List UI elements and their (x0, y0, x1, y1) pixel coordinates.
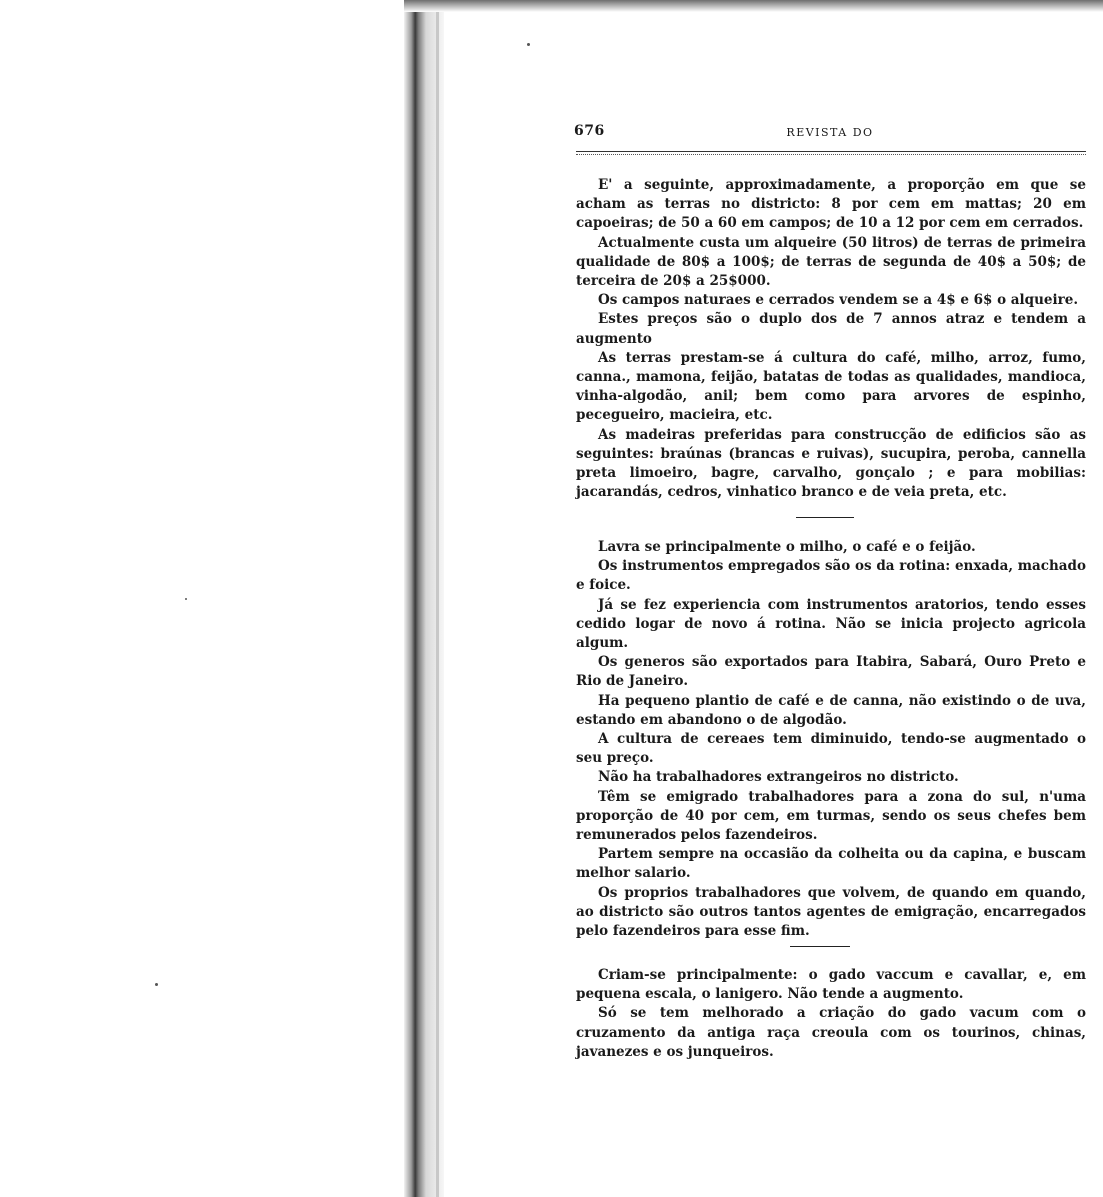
section-agriculture (576, 538, 1086, 941)
paragraph: As terras prestam-se á cultura do café, milho, arroz, fumo, canna., mamona, feijão, batatas de todas as qualidades, mandioca, vinha-algodão, anil; bem como para arvores de espinho, pecegueiro, macieira, etc. (576, 349, 1086, 424)
paragraph: Actualmente custa um alqueire (50 litros) de terras de primeira qualidade de 80$ a 100$; de terras de segunda de 40$ a 50$; de terceira de 20$ a 25$000. (576, 234, 1086, 290)
paragraph: Criam-se principalmente: o gado vaccum e cavallar, e, em pequena escala, o lanigero. Não tende a augmento. (576, 967, 1086, 1003)
paragraph: E' a seguinte, approximadamente, a proporção em que se acham as terras no districto: 8 por cem em mattas; 20 em capoeiras; de 50 a 60 em campos; de 10 a 12 por cem em cerrados. (576, 177, 1086, 232)
paragraph: Ha pequeno plantio de café e de canna, não existindo o de uva, estando em abandono o de algodão. (576, 692, 1086, 728)
scan-speck (185, 598, 187, 600)
running-head: REVISTA DO (786, 126, 874, 139)
page-header (574, 123, 1086, 149)
header-rule (576, 151, 1086, 155)
paragraph: As madeiras preferidas para construcção de edificios são as seguintes: braúnas (brancas e ruivas), sucupira, peroba, cannella preta limoeiro, bagre, carvalho, gonçalo ; e para mobilias: jacarandás, cedros, vinhatico branco e de veia preta, etc. (576, 426, 1086, 501)
paragraph: Os generos são exportados para Itabira, Sabará, Ouro Preto e Rio de Janeiro. (576, 654, 1086, 690)
page-top-edge (404, 0, 1103, 12)
gutter-line (436, 0, 439, 1197)
paragraph: A cultura de cereaes tem diminuido, tendo-se augmentado o seu preço. (576, 731, 1086, 767)
paragraph: Estes preços são o duplo dos de 7 annos atraz e tendem a augmento (576, 311, 1086, 347)
page-number: 676 (574, 123, 605, 139)
section-land (576, 176, 1086, 502)
section-livestock (576, 966, 1086, 1062)
paragraph: Lavra se principalmente o milho, o café e o feijão. (598, 539, 976, 555)
section-separator (790, 946, 850, 947)
paragraph: Têm se emigrado trabalhadores para a zona do sul, n'uma proporção de 40 por cem, em turmas, sendo os seus chefes bem remunerados pelos fazendeiros. (576, 788, 1086, 844)
paragraph: Só se tem melhorado a criação do gado vacum com o cruzamento da antiga raça creoula com os tourinos, chinas, javanezes e os junqueiros. (576, 1005, 1086, 1060)
scan-speck (527, 43, 530, 46)
paragraph: Os instrumentos empregados são os da rotina: enxada, machado e foice. (576, 558, 1086, 594)
scan-speck (155, 983, 158, 986)
paragraph: Os proprios trabalhadores que volvem, de quando em quando, ao districto são outros tantos agentes de emigração, encarregados pelo fazendeiros para esse fim. (576, 884, 1086, 940)
paragraph: Partem sempre na occasião da colheita ou da capina, e buscam melhor salario. (576, 846, 1086, 882)
section-separator (796, 517, 854, 518)
paragraph: Já se fez experiencia com instrumentos aratorios, tendo esses cedido logar de novo á rotina. Não se inicia projecto agricola algum. (576, 596, 1086, 652)
paragraph: Os campos naturaes e cerrados vendem se a 4$ e 6$ o alqueire. (598, 292, 1079, 309)
paragraph: Não ha trabalhadores extrangeiros no districto. (598, 769, 959, 786)
